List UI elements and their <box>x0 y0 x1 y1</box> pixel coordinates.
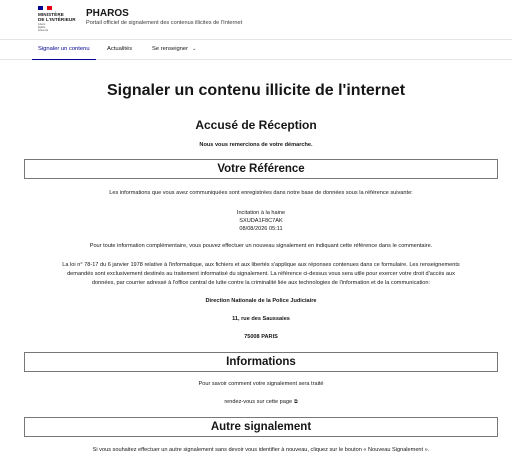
main-navigation <box>0 40 512 60</box>
page-title: Signaler un contenu illicite de l'internet <box>106 82 406 99</box>
nav-label-actualites: Actualités <box>107 46 133 52</box>
motto-3: Fraternité <box>38 29 49 32</box>
section-heading-informations: Informations <box>24 352 498 372</box>
chevron-down-icon: ⌄ <box>192 46 197 52</box>
french-flag-icon <box>38 6 52 10</box>
nav-label-signaler: Signaler un contenu <box>38 46 90 52</box>
law-notice-line-1: La loi n° 78-17 du 6 janvier 1978 relative à l'informatique, aux fichiers et aux libertés s'applique aux réponses contenues dans ce formulaire. Les renseignements <box>62 262 460 268</box>
info-text: Pour savoir comment votre signalement sera traité <box>198 381 324 387</box>
motto-2: Égalité <box>38 26 46 29</box>
section-heading-autre-signalement: Autre signalement <box>24 417 498 437</box>
address-org: Direction Nationale de la Police Judiciaire <box>205 298 317 304</box>
nav-signaler-contenu[interactable] <box>32 40 96 60</box>
external-link-icon: ⧉ <box>294 399 298 405</box>
reference-datetime: 08/08/2026 05:11 <box>239 226 283 232</box>
receipt-title: Accusé de Réception <box>195 118 317 132</box>
address-street: 11, rue des Saussaies <box>232 316 290 322</box>
reference-intro: Les informations que vous avez communiquées sont enregistrées dans notre base de données sous la référence suivante: <box>109 190 413 196</box>
site-tagline: Portail officiel de signalement des contenus illicites de l'Internet <box>86 20 243 26</box>
motto-1: Liberté <box>38 23 46 26</box>
address-city: 75008 PARIS <box>244 334 278 340</box>
law-notice-line-2: demandés sont exclusivement destinés au traitement informatisé du signalement. La référence ci-dessus vous sera utile pour exercer votre droit d'accès aux <box>67 271 455 277</box>
site-title[interactable]: PHAROS <box>86 8 129 19</box>
reference-category: Incitation à la haine <box>236 210 286 216</box>
section-heading-reference: Votre Référence <box>24 159 498 179</box>
law-notice-line-3: données, par courrier adressé à l'office central de lutte contre la criminalité liée aux technologies de l'information et de la communication: <box>91 280 431 286</box>
info-link[interactable]: rendez-vous sur cette page <box>224 399 293 405</box>
ministry-logo[interactable] <box>38 6 78 36</box>
reference-followup: Pour toute information complémentaire, vous pouvez effectuer un nouveau signalement en indiquant cette référence dans le commentaire. <box>89 243 433 249</box>
other-report-text: Si vous souhaitez effectuer un autre signalement sans devoir vous identifier à nouveau, cliquez sur le bouton « Nouveau Signalement ». <box>92 447 430 453</box>
logo-line-2: DE L'INTÉRIEUR <box>38 17 76 22</box>
info-link-row <box>24 399 498 407</box>
nav-actualites[interactable] <box>107 40 132 60</box>
site-header <box>0 0 512 40</box>
nav-label-renseigner: Se renseigner <box>152 46 189 52</box>
nav-se-renseigner[interactable] <box>152 40 196 60</box>
thanks-message: Nous vous remercions de votre démarche. <box>199 142 313 148</box>
reference-code: SXUDA1F8C7AK <box>239 218 283 224</box>
logo-line-1: MINISTÈRE <box>38 12 64 17</box>
